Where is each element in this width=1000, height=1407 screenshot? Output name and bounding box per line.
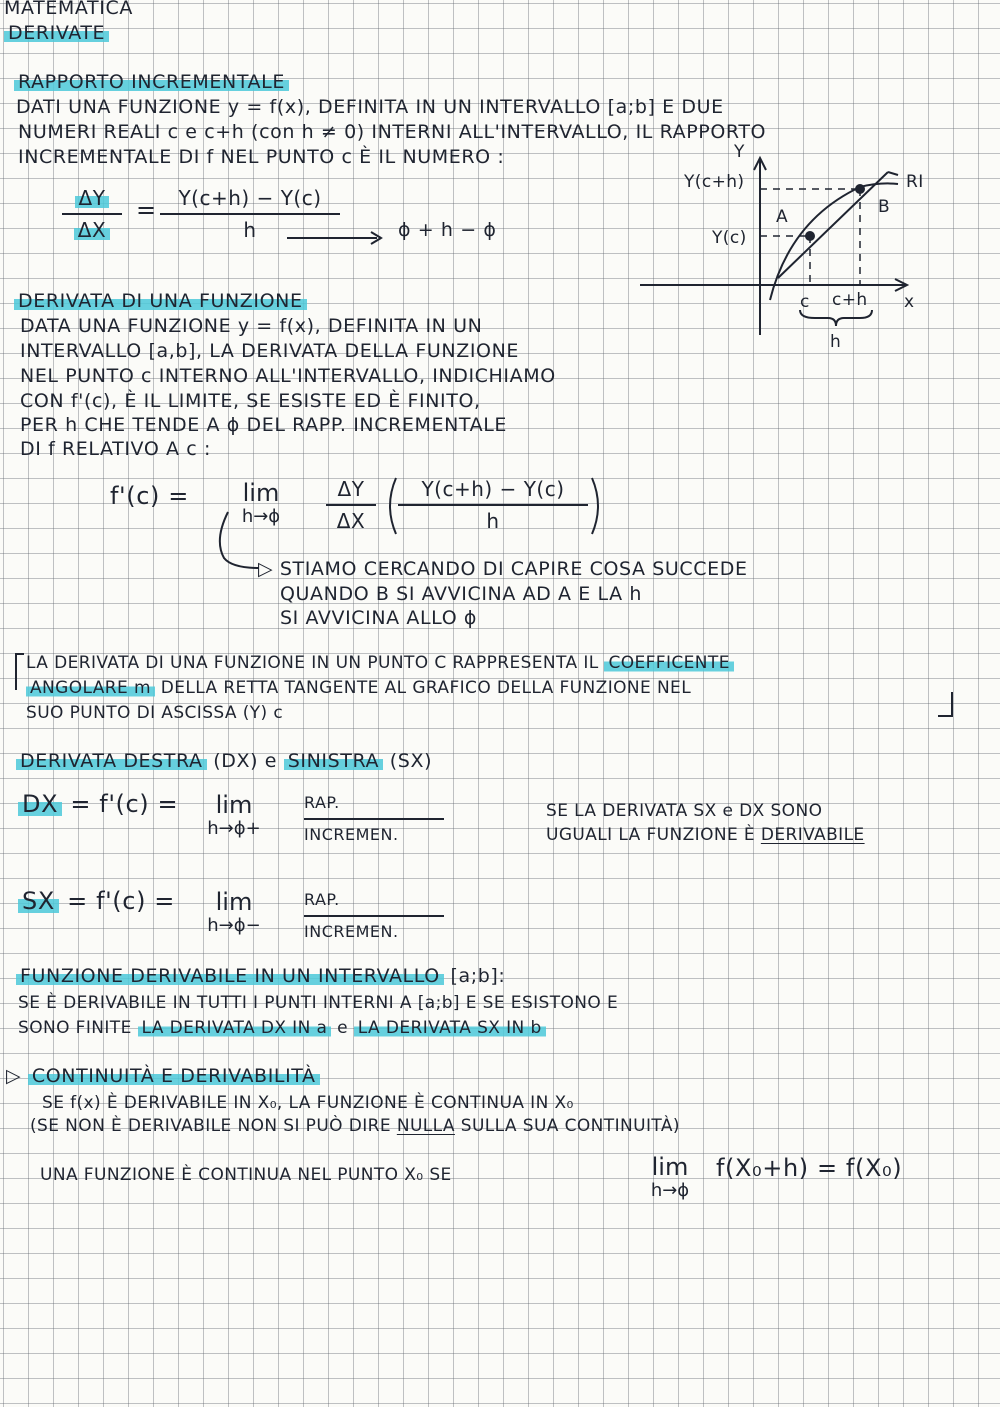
dx-limit [194,792,274,840]
box-line-1 [26,651,734,675]
dx-fraction-den: INCREMEN. [304,825,399,844]
continuita-line-1: SE f(x) È DERIVABILE IN X₀, LA FUNZIONE È CONTINUA IN X₀ [42,1093,574,1113]
graph-y-axis-label: Y [734,142,745,162]
delta-y-text: ΔY [75,186,110,210]
sx-limit [194,889,274,937]
intervallo-title-suffix: [a;b]: [450,965,506,987]
ratio-denominator: h [243,218,257,242]
continuita-heading [6,1064,320,1088]
graph-point-a-label: A [776,207,789,227]
continuita-lim-word: lim [651,1153,689,1181]
continuita-expression: f(X₀+h) = f(X₀) [716,1154,903,1182]
rapporto-title: RAPPORTO INCREMENTALE [14,71,289,93]
sinistra-title-suffix: (SX) [389,750,433,772]
graph-y-ch-label: Y(c+h) [684,172,745,192]
box-bracket-left [12,652,26,692]
continuita-title: CONTINUITÀ E DERIVABILITÀ [28,1065,320,1087]
derivability-note-line-2 [546,823,865,847]
lim-subscript: h→ɸ [241,506,281,527]
box-bracket-right [938,690,958,720]
derivative-ratio-fraction [398,476,588,534]
fraction-bar [326,504,376,506]
delta-x [74,217,110,243]
box-line-2 [26,676,691,700]
derivata-line-1: DATA UNA FUNZIONE y = f(x), DEFINITA IN UN [20,315,483,337]
derivability-underlined: DERIVABILE [760,825,865,845]
equals-sign: = [136,196,157,224]
right-parenthesis [590,476,604,536]
fraction-bar [160,213,340,215]
intervallo-title: FUNZIONE DERIVABILE IN UN INTERVALLO [16,965,444,987]
derivata-heading [14,289,307,313]
intervallo-heading [16,964,505,988]
intervallo-line-1: SE È DERIVABILE IN TUTTI I PUNTI INTERNI A [a;b] E SE ESISTONO E [18,993,619,1013]
continuita-line-2 [30,1114,680,1138]
dx-equals: = f'(c) = [70,790,179,818]
continuita-underlined: NULLA [396,1116,455,1136]
rapporto-line-1: DATI UNA FUNZIONE y = f(x), DEFINITA IN UN INTERVALLO [a;b] E DUE [16,96,724,118]
dx-fraction-num: RAP. [304,793,340,812]
left-parenthesis [384,476,398,536]
derivative-ratio-denominator: h [486,509,500,533]
delta-fraction [62,185,122,243]
derivative-delta-x: ΔX [336,509,366,533]
dx-formula [18,792,178,816]
delta-y [75,185,110,211]
limit-note-line-1: ▷ STIAMO CERCANDO DI CAPIRE COSA SUCCEDE [258,558,748,580]
dx-lim-word: lim [215,791,253,819]
sx-label: SX [18,887,59,915]
intervallo-highlight-sx: LA DERIVATA SX IN b [354,1018,546,1038]
topic-title-text: DERIVATE [4,22,109,44]
topic-title [4,21,109,45]
continuita-lim-subscript: h→ɸ [650,1180,690,1201]
sx-fraction-num: RAP. [304,890,340,909]
sx-lim-word: lim [215,888,253,916]
limit-note-line-3: SI AVVICINA ALLO ɸ [280,607,478,629]
sx-fraction-den: INCREMEN. [304,922,399,941]
subject-title: MATEMATICA [4,0,133,19]
graph-x-ch-label: c+h [832,290,868,310]
derivata-line-6: DI f RELATIVO A c : [20,438,211,460]
derivative-delta-fraction [326,476,376,534]
sinistra-title: SINISTRA [284,750,383,772]
derivative-delta-y: ΔY [337,477,365,501]
dx-label: DX [18,790,62,818]
intervallo-highlight-dx: LA DERIVATA DX IN a [138,1018,332,1038]
box-line-3: SUO PUNTO DI ASCISSA (Y) c [26,703,284,723]
graph-point-b-label: B [878,197,891,217]
continuita-line-3: UNA FUNZIONE È CONTINUA NEL PUNTO X₀ SE [40,1165,452,1185]
destra-title-mid: (DX) e [213,750,278,772]
derivative-lhs: f'(c) = [110,482,189,510]
box-highlight-angular: ANGOLARE m [26,678,155,698]
derivability-note-text: UGUALI LA FUNZIONE È [546,825,761,845]
box-line-2-text: DELLA RETTA TANGENTE AL GRAFICO DELLA FUNZIONE NEL [154,678,692,698]
dx-lim-subscript: h→ɸ+ [207,818,261,839]
graph-x-axis-label: x [904,292,915,312]
graph-y-c-label: Y(c) [712,228,747,248]
derivative-ratio-numerator: Y(c+h) − Y(c) [421,477,565,501]
graph-x-c-label: c [800,292,810,312]
graph-h-label: h [830,332,842,352]
sx-fraction [304,887,444,945]
rapporto-heading [14,70,289,94]
limit-note-line-2: QUANDO B SI AVVICINA AD A E LA h [280,583,643,605]
continuita-line-2-text: (SE NON È DERIVABILE NON SI PUÒ DIRE [30,1116,397,1136]
continuita-arrow: ▷ [6,1065,22,1087]
graph-secant-label: RI [906,172,924,192]
rapporto-line-2: NUMERI REALI c e c+h (con h ≠ 0) INTERNI ALL'INTERVALLO, IL RAPPORTO [18,121,767,143]
box-line-1-text: LA DERIVATA DI UNA FUNZIONE IN UN PUNTO C RAPPRESENTA IL [26,653,605,673]
destra-sinistra-heading [16,749,432,773]
sx-formula [18,889,175,913]
continuita-line-2-end: SULLA SUA CONTINUITÀ) [454,1116,680,1136]
sx-lim-subscript: h→ɸ− [207,915,261,936]
derivata-line-2: INTERVALLO [a,b], LA DERIVATA DELLA FUNZIONE [20,340,519,362]
derivability-note-line-1: SE LA DERIVATA SX e DX SONO [546,801,823,821]
derivata-title: DERIVATA DI UNA FUNZIONE [14,290,307,312]
sx-equals: = f'(c) = [67,887,175,915]
ratio-note-arrow [285,226,395,246]
rapporto-line-3: INCREMENTALE DI f NEL PUNTO c È IL NUMERO : [18,146,505,168]
derivata-line-4: CON f'(c), È IL LIMITE, SE ESISTE ED È FINITO, [20,390,481,412]
intervallo-line-2-mid: e [331,1018,354,1038]
continuita-limit [630,1154,710,1202]
box-highlight-coefficient: COEFFICENTE [604,653,733,673]
ratio-note: ɸ + h − ɸ [398,219,497,241]
lim-word: lim [242,479,280,507]
derivata-line-5: PER h CHE TENDE A ɸ DEL RAPP. INCREMENTALE [20,414,508,436]
fraction-bar [398,504,588,506]
delta-x-text: ΔX [74,218,110,242]
fraction-bar [304,818,444,820]
intervallo-line-2-text: SONO FINITE [18,1018,138,1038]
derivata-line-3: NEL PUNTO c INTERNO ALL'INTERVALLO, INDICHIAMO [20,365,556,387]
dx-fraction [304,790,444,848]
ratio-numerator: Y(c+h) − Y(c) [178,186,322,210]
intervallo-line-2 [18,1016,546,1040]
fraction-bar [304,915,444,917]
fraction-bar [62,213,122,215]
destra-title: DERIVATA DESTRA [16,750,207,772]
